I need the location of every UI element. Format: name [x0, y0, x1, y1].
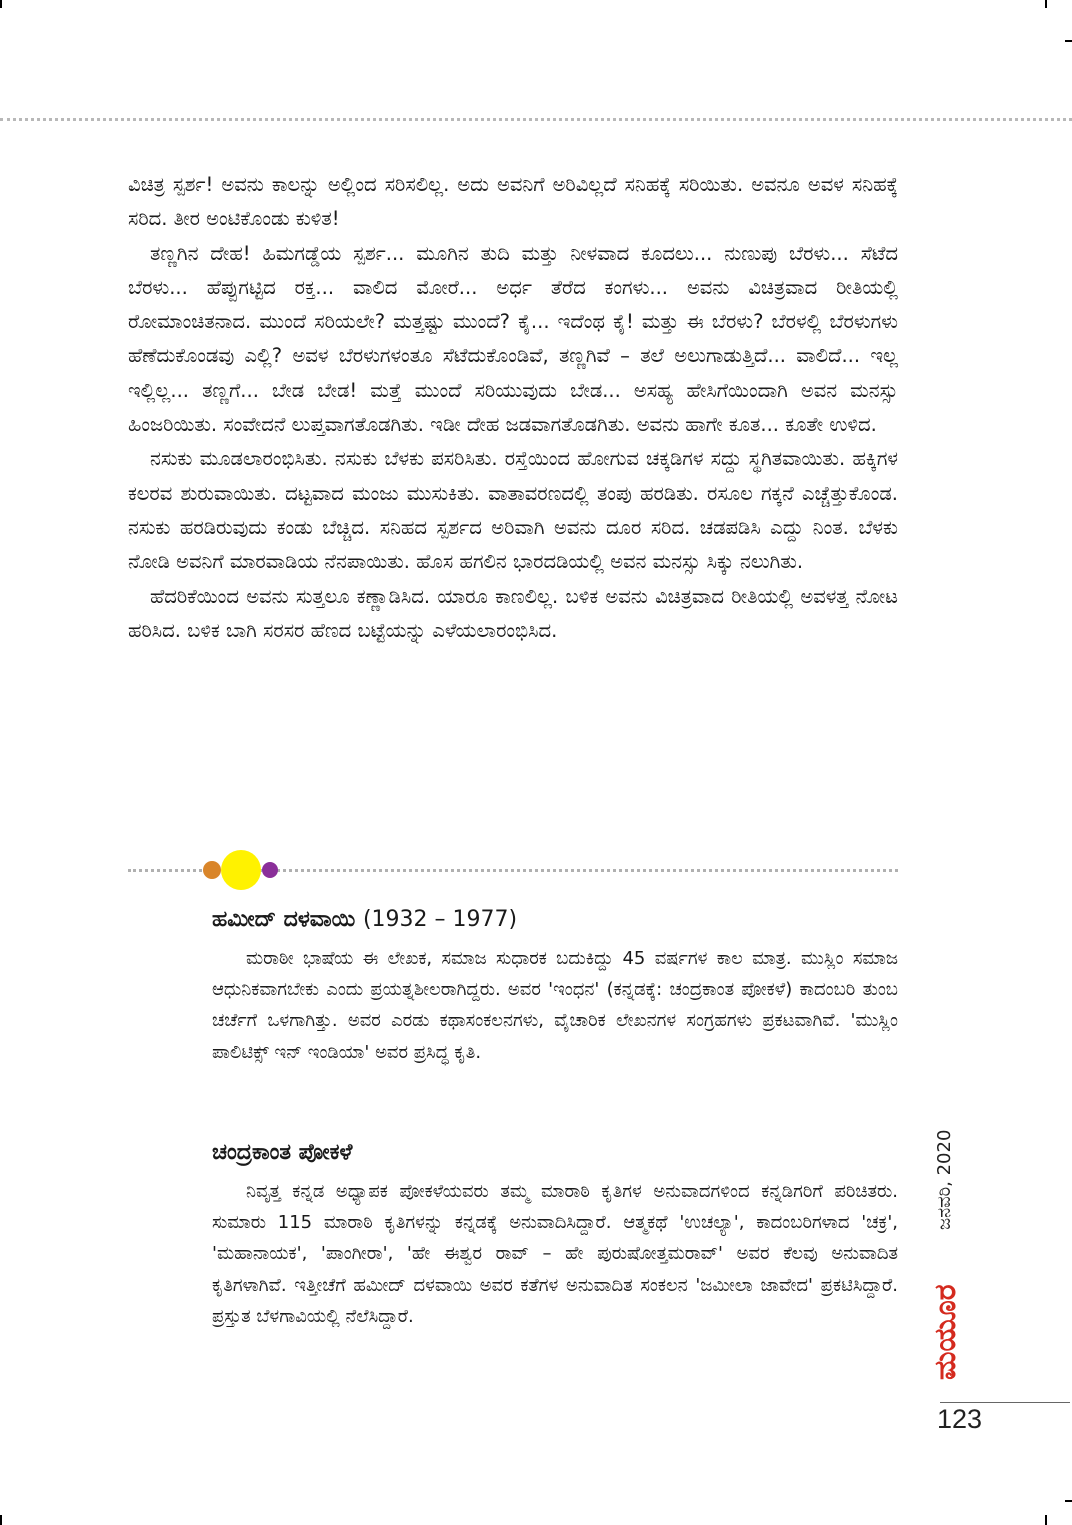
translator-bio-text: ನಿವೃತ್ತ ಕನ್ನಡ ಅಧ್ಯಾಪಕ ಪೋಕಳೆಯವರು ತಮ್ಮ ಮಾರಾಠಿ ಕೃತಿಗಳ ಅನುವಾದಗಳಿಂದ ಕನ್ನಡಿಗರಿಗೆ ಪರಿಚಿತರು. ಸುಮಾರು 115 ಮಾರಾಠಿ ಕೃತಿಗಳನ್ನು ಕನ್ನಡಕ್ಕೆ ಅನುವಾದಿಸಿದ್ದಾರೆ. ಆತ್ಮಕಥೆ 'ಉಚಲ್ಯಾ', ಕಾದಂಬರಿಗಳಾದ 'ಚಕ್ರ', 'ಮಹಾನಾಯಕ', 'ಪಾಂಗೀರಾ', 'ಹೇ ಈಶ್ವರ ರಾವ್ – ಹೇ ಪುರುಷೋತ್ತಮರಾವ್' ಅವರ ಕೆಲವು ಅನುವಾದಿತ ಕೃತಿಗಳಾಗಿವೆ. ಇತ್ತೀಚೆಗೆ ಹಮೀದ್ ದಳವಾಯಿ ಅವರ ಕತೆಗಳ ಅನುವಾದಿತ ಸಂಕಲನ 'ಜಮೀಲಾ ಜಾವೇದ' ಪ್ರಕಟಿಸಿದ್ದಾರೆ. ಪ್ರಸ್ತುತ ಬೆಳಗಾವಿಯಲ್ಲಿ ನೆಲೆಸಿದ್ದಾರೆ. [212, 1181, 898, 1327]
translator-name-heading: ಚಂದ್ರಕಾಂತ ಪೋಕಳೆ [212, 1140, 353, 1165]
translator-bio [212, 1138, 898, 1332]
story-text [128, 168, 898, 648]
header-dotted-rule [0, 118, 1072, 121]
page-number-rule [940, 1402, 1070, 1403]
story-paragraph: ನಸುಕು ಮೂಡಲಾರಂಭಿಸಿತು. ನಸುಕು ಬೆಳಕು ಪಸರಿಸಿತು. ರಸ್ತೆಯಿಂದ ಹೋಗುವ ಚಕ್ಕಡಿಗಳ ಸದ್ದು ಸ್ಥಗಿತವಾಯಿತು. ಹಕ್ಕಿಗಳ ಕಲರವ ಶುರುವಾಯಿತು. ದಟ್ಟವಾದ ಮಂಜು ಮುಸುಕಿತು. ವಾತಾವರಣದಲ್ಲಿ ತಂಪು ಹರಡಿತು. ರಸೂಲ ಗಕ್ಕನೆ ಎಚ್ಚೆತ್ತುಕೊಂಡ. ನಸುಕು ಹರಡಿರುವುದು ಕಂಡು ಬೆಚ್ಚಿದ. ಸನಿಹದ ಸ್ಪರ್ಶದ ಅರಿವಾಗಿ ಅವನು ದೂರ ಸರಿದ. ಚಡಪಡಿಸಿ ಎದ್ದು ನಿಂತ. ಬೆಳಕು ನೋಡಿ ಅವನಿಗೆ ಮಾರವಾಡಿಯ ನೆನಪಾಯಿತು. ಹೊಸ ಹಗಲಿನ ಭಾರದಡಿಯಲ್ಲಿ ಅವನ ಮನಸ್ಸು ಸಿಕ್ಕು ನಲುಗಿತು. [128, 447, 898, 574]
crop-mark-top-left [0, 0, 2, 8]
crop-mark-right-upper [1065, 40, 1072, 42]
author-bio-text: ಮರಾಠೀ ಭಾಷೆಯ ಈ ಲೇಖಕ, ಸಮಾಜ ಸುಧಾರಕ ಬದುಕಿದ್ದು 45 ವರ್ಷಗಳ ಕಾಲ ಮಾತ್ರ. ಮುಸ್ಲಿಂ ಸಮಾಜ ಆಧುನಿಕವಾಗಬೇಕು ಎಂದು ಪ್ರಯತ್ನಶೀಲರಾಗಿದ್ದರು. ಅವರ 'ಇಂಧನ' (ಕನ್ನಡಕ್ಕೆ: ಚಂದ್ರಕಾಂತ ಪೋಕಳೆ) ಕಾದಂಬರಿ ತುಂಬ ಚರ್ಚೆಗೆ ಒಳಗಾಗಿತ್ತು. ಅವರ ಎರಡು ಕಥಾಸಂಕಲನಗಳು, ವೈಚಾರಿಕ ಲೇಖನಗಳ ಸಂಗ್ರಹಗಳು ಪ್ರಕಟವಾಗಿವೆ. 'ಮುಸ್ಲಿಂ ಪಾಲಿಟಿಕ್ಸ್ ಇನ್ ಇಂಡಿಯಾ' ಅವರ ಪ್ರಸಿದ್ಧ ಕೃತಿ. [212, 948, 898, 1063]
story-paragraph: ತಣ್ಣಗಿನ ದೇಹ! ಹಿಮಗಡ್ಡೆಯ ಸ್ಪರ್ಶ... ಮೂಗಿನ ತುದಿ ಮತ್ತು ನೀಳವಾದ ಕೂದಲು... ನುಣುಪು ಬೆರಳು... ಸೆಟೆದ ಬೆರಳು... ಹೆಪ್ಪುಗಟ್ಟಿದ ರಕ್ತ... ವಾಲಿದ ಮೋರೆ... ಅರ್ಧ ತೆರೆದ ಕಂಗಳು... ಅವನು ವಿಚಿತ್ರವಾದ ರೀತಿಯಲ್ಲಿ ರೋಮಾಂಚಿತನಾದ. ಮುಂದೆ ಸರಿಯಲೇ? ಮತ್ತಷ್ಟು ಮುಂದೆ? ಕೈ... ಇದೆಂಥ ಕೈ! ಮತ್ತು ಈ ಬೆರಳು? ಬೆರಳಲ್ಲಿ ಬೆರಳುಗಳು ಹೆಣೆದುಕೊಂಡವು ಎಲ್ಲಿ? ಅವಳ ಬೆರಳುಗಳಂತೂ ಸೆಟೆದುಕೊಂಡಿವೆ, ತಣ್ಣಗಿವೆ – ತಲೆ ಅಲುಗಾಡುತ್ತಿದೆ... ವಾಲಿದೆ... ಇಲ್ಲ ಇಲ್ಲಿಲ್ಲ... ತಣ್ಣಗೆ... ಬೇಡ ಬೇಡ! ಮತ್ತೆ ಮುಂದೆ ಸರಿಯುವುದು ಬೇಡ... ಅಸಹ್ಯ ಹೇಸಿಗೆಯಿಂದಾಗಿ ಅವನ ಮನಸ್ಸು ಹಿಂಜರಿಯಿತು. ಸಂವೇದನೆ ಲುಪ್ತವಾಗತೊಡಗಿತು. ಇಡೀ ದೇಹ ಜಡವಾಗತೊಡಗಿತು. ಅವನು ಹಾಗೇ ಕೂತ... ಕೂತೇ ಉಳಿದ. [128, 241, 898, 437]
story-paragraph: ವಿಚಿತ್ರ ಸ್ಪರ್ಶ! ಅವನು ಕಾಲನ್ನು ಅಲ್ಲಿಂದ ಸರಿಸಲಿಲ್ಲ. ಅದು ಅವನಿಗೆ ಅರಿವಿಲ್ಲದೆ ಸನಿಹಕ್ಕೆ ಸರಿಯಿತು. ಅವನೂ ಅವಳ ಸನಿಹಕ್ಕೆ ಸರಿದ. ತೀರ ಅಂಟಿಕೊಂಡು ಕುಳಿತ! [128, 173, 898, 231]
story-paragraph: ಹೆದರಿಕೆಯಿಂದ ಅವನು ಸುತ್ತಲೂ ಕಣ್ಣಾಡಿಸಿದ. ಯಾರೂ ಕಾಣಲಿಲ್ಲ. ಬಳಿಕ ಅವನು ವಿಚಿತ್ರವಾದ ರೀತಿಯಲ್ಲಿ ಅವಳತ್ತ ನೋಟ ಹರಿಸಿದ. ಬಳಿಕ ಬಾಗಿ ಸರಸರ ಹೆಣದ ಬಟ್ಟೆಯನ್ನು ಎಳೆಯಲಾರಂಭಿಸಿದ. [128, 584, 898, 642]
magazine-sidebar [928, 1090, 968, 1390]
yellow-dot-ornament [221, 850, 261, 890]
orange-dot-ornament [203, 861, 221, 879]
crop-mark-right-lower [1065, 1500, 1072, 1502]
issue-date: ಜನವರಿ, 2020 [934, 1129, 955, 1230]
crop-mark-bottom-left [0, 1515, 2, 1525]
magazine-logo: ಮಯೂರ [928, 1284, 963, 1380]
author-years: (1932 – 1977) [362, 907, 518, 932]
page-number: 123 [937, 1404, 983, 1434]
author-name: ಹಮೀದ್ ದಳವಾಯಿ [212, 907, 356, 932]
crop-mark-bottom-right [1045, 1515, 1047, 1525]
author-name-heading [212, 905, 898, 935]
purple-dot-ornament [262, 862, 278, 878]
crop-mark-top-right [1045, 0, 1047, 8]
author-bio [212, 905, 898, 1068]
